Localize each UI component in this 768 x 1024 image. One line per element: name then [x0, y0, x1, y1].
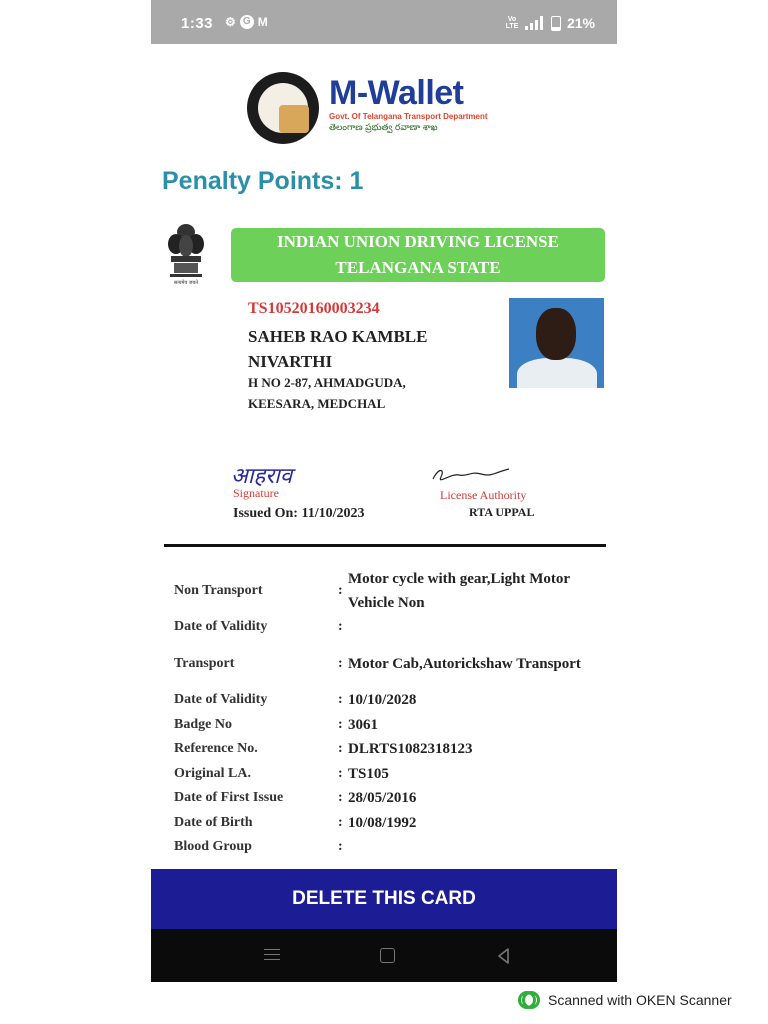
license-header-line1: INDIAN UNION DRIVING LICENSE: [277, 232, 559, 251]
volte-icon: Vo LTE: [505, 16, 519, 30]
oken-scanner-icon: [518, 991, 540, 1009]
divider: [164, 544, 606, 547]
delete-card-button[interactable]: DELETE THIS CARD: [151, 869, 617, 929]
gmail-icon: M: [257, 15, 268, 29]
back-icon[interactable]: [493, 945, 515, 967]
holder-name: SAHEB RAO KAMBLE NIVARTHI: [248, 327, 428, 371]
scanner-text: Scanned with OKEN Scanner: [548, 992, 732, 1008]
settings-icon: ⚙: [225, 15, 236, 29]
battery-percent: 21%: [566, 15, 595, 31]
g-icon: G: [240, 15, 254, 29]
logo-title: M-Wallet: [329, 74, 464, 112]
status-bar: [151, 0, 617, 44]
authority-label: License Authority: [440, 488, 527, 502]
status-time: 1:33: [181, 15, 214, 32]
detail-row: Date of Birth : 10/08/1992: [174, 814, 417, 831]
license-header-line2: TELANGANA STATE: [335, 258, 501, 277]
detail-row: Original LA. : TS105: [174, 765, 389, 782]
issued-on: Issued On: 11/10/2023: [233, 506, 365, 521]
m-wallet-logo: [247, 72, 517, 144]
license-header-banner: [231, 228, 605, 282]
navigation-bar: [151, 929, 617, 982]
license-number: TS10520160003234: [248, 300, 380, 317]
detail-row: Date of First Issue : 28/05/2016: [174, 790, 417, 807]
signature-label: Signature: [233, 486, 279, 500]
detail-row: Date of Validity :: [174, 619, 343, 634]
phone-screen: [151, 0, 617, 982]
telangana-emblem-icon: [247, 72, 319, 144]
national-emblem-icon: [165, 222, 207, 286]
battery-icon: [551, 16, 561, 31]
logo-subtitle: Govt. Of Telangana Transport Department: [329, 112, 488, 121]
recent-apps-icon[interactable]: [261, 945, 283, 967]
holder-photo: [509, 298, 604, 388]
detail-row: Badge No : 3061: [174, 716, 378, 733]
svg-text:सत्यमेव जयते: सत्यमेव जयते: [173, 280, 199, 286]
penalty-points: Penalty Points: 1: [162, 167, 364, 195]
signal-icon: [525, 16, 545, 30]
detail-row: Reference No. : DLRTS1082318123: [174, 741, 473, 758]
authority-signature: [431, 465, 511, 485]
detail-row: Transport : Motor Cab,Autorickshaw Transport: [174, 655, 581, 672]
status-right: [505, 15, 595, 31]
notification-icons: [225, 15, 268, 29]
detail-row: Blood Group :: [174, 839, 343, 855]
scanner-watermark: [518, 991, 732, 1009]
logo-telugu-text: తెలంగాణ ప్రభుత్వ రవాణా శాఖ: [329, 122, 438, 132]
detail-row: Date of Validity : 10/10/2028: [174, 692, 417, 709]
holder-address: H NO 2-87, AHMADGUDA, KEESARA, MEDCHAL: [248, 375, 406, 411]
detail-row: Non Transport : Motor cycle with gear,Light Motor Vehicle Non: [174, 570, 570, 611]
license-details: [174, 566, 594, 860]
home-icon[interactable]: [377, 945, 399, 967]
authority-place: RTA UPPAL: [469, 505, 535, 519]
holder-signature: आहराव: [231, 463, 293, 488]
